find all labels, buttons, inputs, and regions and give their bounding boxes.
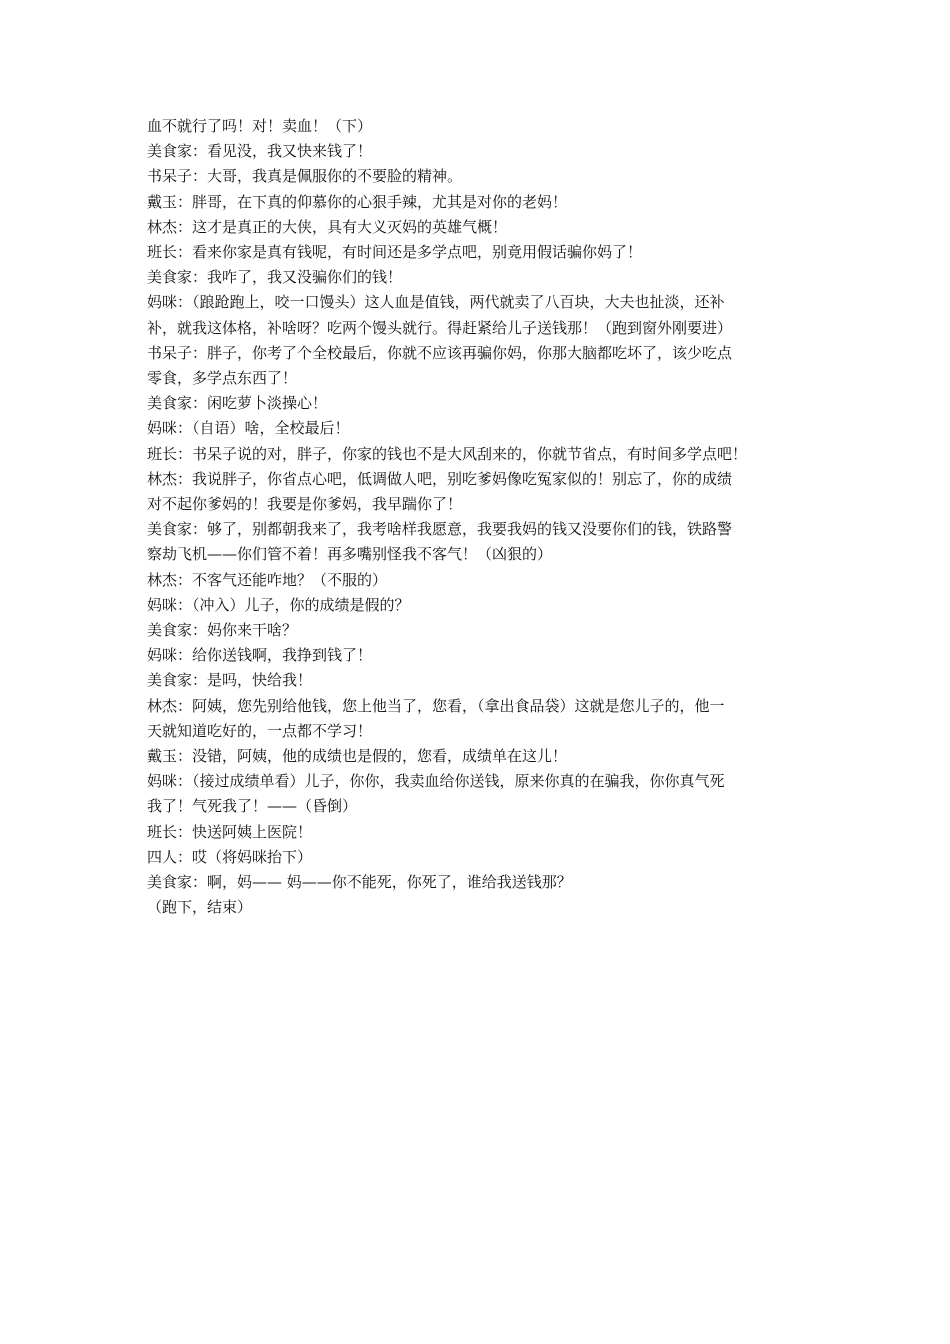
script-line: 妈咪：给你送钱啊，我挣到钱了！ <box>147 646 373 665</box>
script-line: 妈咪：（接过成绩单看）儿子，你你，我卖血给你送钱，原来你真的在骗我，你你真气死 <box>147 772 725 791</box>
script-line: 四人：哎（将妈咪抬下） <box>147 847 313 866</box>
script-line: 林杰：这才是真正的大侠，具有大义灭妈的英雄气概！ <box>147 217 508 236</box>
script-line: 美食家：是吗，快给我！ <box>147 671 313 690</box>
script-line: （跑下，结束） <box>147 898 253 917</box>
script-line: 班长：快送阿姨上医院！ <box>147 822 313 841</box>
script-line: 补，就我这体格，补啥呀？吃两个馒头就行。得赶紧给儿子送钱那！（跑到窗外刚要进） <box>147 318 733 337</box>
script-line: 血不就行了吗！对！卖血！（下） <box>147 117 373 135</box>
script-line: 天就知道吃好的，一点都不学习！ <box>147 721 373 740</box>
script-line: 戴玉：胖哥，在下真的仰慕你的心狠手辣，尤其是对你的老妈！ <box>147 192 568 211</box>
script-line: 对不起你爹妈的！我要是你爹妈，我早踹你了！ <box>147 495 463 514</box>
script-text <box>147 114 813 921</box>
script-line: 书呆子：胖子，你考了个全校最后，你就不应该再骗你妈，你那大脑都吃坏了，该少吃点 <box>147 343 733 362</box>
script-line: 班长：看来你家是真有钱呢，有时间还是多学点吧，别竟用假话骗你妈了！ <box>147 243 643 262</box>
script-line: 班长：书呆子说的对，胖子，你家的钱也不是大风刮来的，你就节省点，有时间多学点吧！ <box>147 444 748 463</box>
script-line: 零食，多学点东西了！ <box>147 369 298 388</box>
script-line: 察劫飞机——你们管不着！再多嘴别怪我不客气！（凶狠的） <box>147 545 553 564</box>
script-line: 美食家：妈你来干啥？ <box>147 621 298 640</box>
script-line: 妈咪：（踉跄跑上，咬一口馒头）这人血是值钱，两代就卖了八百块，大夫也扯淡，还补 <box>147 293 725 312</box>
script-line: 书呆子：大哥，我真是佩服你的不要脸的精神。 <box>147 167 463 186</box>
script-line: 美食家：闲吃萝卜淡操心！ <box>147 394 328 413</box>
script-line: 美食家：看见没，我又快来钱了！ <box>147 142 373 161</box>
script-line: 妈咪：（自语）啥，全校最后！ <box>147 419 350 438</box>
script-line: 妈咪：（冲入）儿子，你的成绩是假的？ <box>147 595 410 614</box>
script-line: 美食家：啊，妈—— 妈——你不能死，你死了，谁给我送钱那？ <box>147 873 572 892</box>
script-line: 林杰：我说胖子，你省点心吧，低调做人吧，别吃爹妈像吃冤家似的！别忘了，你的成绩 <box>147 469 733 488</box>
script-line: 美食家：我咋了，我又没骗你们的钱！ <box>147 268 403 287</box>
script-line: 林杰：不客气还能咋地？（不服的） <box>147 570 388 589</box>
script-line: 林杰：阿姨，您先别给他钱，您上他当了，您看，（拿出食品袋）这就是您儿子的，他一 <box>147 696 725 715</box>
script-line: 戴玉：没错，阿姨，他的成绩也是假的，您看，成绩单在这儿！ <box>147 747 568 766</box>
script-line: 我了！气死我了！——（昏倒） <box>147 797 358 816</box>
script-line: 美食家：够了，别都朝我来了，我考啥样我愿意，我要我妈的钱又没要你们的钱，铁路警 <box>147 520 733 539</box>
